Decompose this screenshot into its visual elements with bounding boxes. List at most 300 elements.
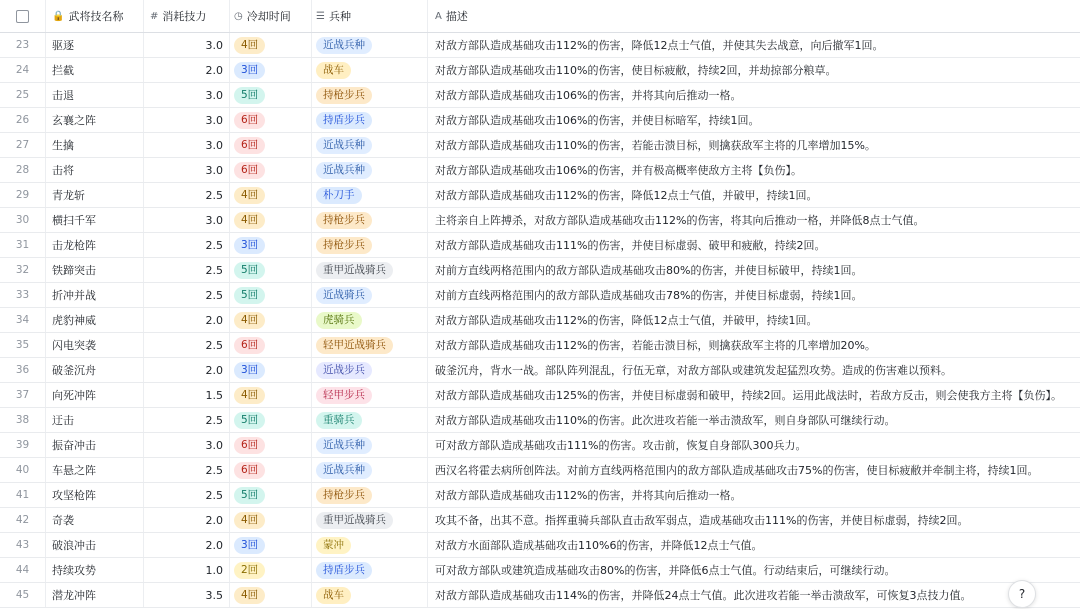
cost-cell[interactable] <box>144 558 230 582</box>
column-label-desc: 描述 <box>445 10 468 23</box>
cost-value: 3.0 <box>205 213 223 227</box>
cost-cell[interactable] <box>144 508 230 532</box>
troop-tag: 近战兵种 <box>316 162 372 179</box>
cooldown-tag: 6回 <box>234 337 265 354</box>
table-row[interactable] <box>0 433 1080 458</box>
row-number: 29 <box>15 189 30 201</box>
column-header-cost[interactable] <box>144 0 230 32</box>
row-number-cell[interactable] <box>0 233 46 257</box>
description-text: 攻其不备，出其不意。指挥重骑兵部队直击敌军弱点，造成基础攻击111%的伤害，并使目标虚弱，持续2回。 <box>435 514 969 527</box>
cost-value: 3.0 <box>205 38 223 52</box>
troop-cell[interactable] <box>312 458 428 482</box>
clock-icon: ◷ <box>234 10 243 22</box>
description-cell[interactable] <box>428 308 1080 332</box>
description-cell[interactable] <box>428 583 1080 607</box>
cooldown-cell[interactable] <box>230 583 312 607</box>
troop-cell[interactable] <box>312 158 428 182</box>
cost-value: 2.0 <box>205 538 223 552</box>
cost-cell[interactable] <box>144 58 230 82</box>
skill-name: 虎豹神威 <box>52 314 96 327</box>
cost-cell[interactable] <box>144 308 230 332</box>
troop-tag: 持盾步兵 <box>316 562 372 579</box>
cooldown-cell[interactable] <box>230 383 312 407</box>
description-cell[interactable] <box>428 333 1080 357</box>
help-icon: ? <box>1018 587 1026 601</box>
skill-name: 车悬之阵 <box>52 464 96 477</box>
row-number-cell[interactable] <box>0 158 46 182</box>
description-text: 对敌方部队造成基础攻击112%的伤害，降低12点士气值，并使其失去战意，向后撤军1回。 <box>435 39 884 52</box>
cost-value: 2.0 <box>205 313 223 327</box>
row-number: 30 <box>15 214 30 226</box>
cooldown-tag: 4回 <box>234 512 265 529</box>
row-number-cell[interactable] <box>0 33 46 57</box>
troop-tag: 近战兵种 <box>316 437 372 454</box>
troop-cell[interactable] <box>312 283 428 307</box>
lock-icon: 🔒 <box>52 10 65 22</box>
skill-name-cell[interactable] <box>46 183 144 207</box>
table-row[interactable] <box>0 408 1080 433</box>
cooldown-cell[interactable] <box>230 333 312 357</box>
row-number-cell[interactable] <box>0 208 46 232</box>
cooldown-tag: 6回 <box>234 462 265 479</box>
description-cell[interactable] <box>428 283 1080 307</box>
table-row[interactable] <box>0 333 1080 358</box>
troop-tag: 持枪步兵 <box>316 87 372 104</box>
row-number-cell[interactable] <box>0 458 46 482</box>
select-all-checkbox[interactable] <box>16 10 29 23</box>
description-text: 对敌方部队造成基础攻击114%的伤害，并降低24点士气值。此次进攻若能一举击溃敌军，可恢复3点技力值。 <box>435 589 972 602</box>
cooldown-cell[interactable] <box>230 183 312 207</box>
row-number-cell[interactable] <box>0 383 46 407</box>
cost-cell[interactable] <box>144 583 230 607</box>
cooldown-tag: 6回 <box>234 137 265 154</box>
description-text: 对敌方部队造成基础攻击106%的伤害，并使目标暗军，持续1回。 <box>435 114 760 127</box>
cost-cell[interactable] <box>144 183 230 207</box>
cooldown-tag: 6回 <box>234 112 265 129</box>
description-text: 破釜沉舟，背水一战。部队阵列混乱，行伍无章，对敌方部队或建筑发起猛烈攻势。造成的伤害难以预料。 <box>435 364 952 377</box>
description-text: 对敌方部队造成基础攻击125%的伤害，并使目标虚弱和破甲，持续2回。运用此战法时，若敌方反击，则会使我方主将【负伤】。 <box>435 389 1062 402</box>
troop-cell[interactable] <box>312 408 428 432</box>
row-number-cell[interactable] <box>0 108 46 132</box>
skill-name-cell[interactable] <box>46 358 144 382</box>
table-row[interactable] <box>0 108 1080 133</box>
skill-name: 铁蹄突击 <box>52 264 96 277</box>
description-text: 对敌方部队造成基础攻击112%的伤害，降低12点士气值，并破甲，持续1回。 <box>435 189 818 202</box>
cost-cell[interactable] <box>144 358 230 382</box>
skill-name-cell[interactable] <box>46 333 144 357</box>
description-text: 对敌方部队造成基础攻击112%的伤害，并将其向后推动一格。 <box>435 489 742 502</box>
row-number-cell[interactable] <box>0 83 46 107</box>
cooldown-tag: 5回 <box>234 412 265 429</box>
cooldown-cell[interactable] <box>230 133 312 157</box>
cooldown-cell[interactable] <box>230 308 312 332</box>
row-number-cell[interactable] <box>0 408 46 432</box>
table-row[interactable] <box>0 583 1080 608</box>
column-label-name: 武将技名称 <box>68 10 124 23</box>
row-number-cell[interactable] <box>0 183 46 207</box>
description-text: 可对敌方部队或建筑造成基础攻击80%的伤害，并降低6点士气值。行动结束后，可继续行动。 <box>435 564 896 577</box>
row-number-cell[interactable] <box>0 483 46 507</box>
troop-tag: 持枪步兵 <box>316 487 372 504</box>
cost-value: 2.5 <box>205 463 223 477</box>
cooldown-tag: 5回 <box>234 262 265 279</box>
row-number-cell[interactable] <box>0 533 46 557</box>
cost-cell[interactable] <box>144 283 230 307</box>
row-number-cell[interactable] <box>0 508 46 532</box>
cooldown-tag: 2回 <box>234 562 265 579</box>
cost-value: 3.0 <box>205 438 223 452</box>
cost-value: 3.0 <box>205 88 223 102</box>
table-header <box>0 0 1080 33</box>
description-cell[interactable] <box>428 83 1080 107</box>
skill-name-cell[interactable] <box>46 83 144 107</box>
skill-name: 破釜沉舟 <box>52 364 96 377</box>
cooldown-tag: 3回 <box>234 362 265 379</box>
troop-tag: 近战步兵 <box>316 362 372 379</box>
description-cell[interactable] <box>428 133 1080 157</box>
cost-cell[interactable] <box>144 133 230 157</box>
row-number: 23 <box>15 39 30 51</box>
table-row[interactable] <box>0 33 1080 58</box>
skill-name-cell[interactable] <box>46 108 144 132</box>
cooldown-cell[interactable] <box>230 158 312 182</box>
description-text: 对敌方部队造成基础攻击112%的伤害，若能击溃目标，则擒获敌军主将的几率增加20%。 <box>435 339 876 352</box>
cooldown-cell[interactable] <box>230 283 312 307</box>
troop-cell[interactable] <box>312 383 428 407</box>
row-number: 33 <box>15 289 30 301</box>
cost-cell[interactable] <box>144 333 230 357</box>
cooldown-cell[interactable] <box>230 208 312 232</box>
cooldown-cell[interactable] <box>230 233 312 257</box>
skill-name-cell[interactable] <box>46 408 144 432</box>
skill-name-cell[interactable] <box>46 258 144 282</box>
column-header-name[interactable] <box>46 0 144 32</box>
table-row[interactable] <box>0 58 1080 83</box>
description-cell[interactable] <box>428 233 1080 257</box>
table-row[interactable] <box>0 558 1080 583</box>
cost-value: 3.5 <box>205 588 223 602</box>
troop-tag: 近战骑兵 <box>316 287 372 304</box>
row-number-cell[interactable] <box>0 308 46 332</box>
column-label-troop: 兵种 <box>328 10 351 23</box>
cooldown-tag: 3回 <box>234 62 265 79</box>
cost-value: 2.5 <box>205 338 223 352</box>
cost-value: 2.5 <box>205 263 223 277</box>
description-cell[interactable] <box>428 358 1080 382</box>
description-text: 对敌方部队造成基础攻击106%的伤害，并将其向后推动一格。 <box>435 89 742 102</box>
cooldown-cell[interactable] <box>230 58 312 82</box>
cooldown-cell[interactable] <box>230 258 312 282</box>
skill-name-cell[interactable] <box>46 508 144 532</box>
cost-value: 3.0 <box>205 163 223 177</box>
cost-cell[interactable] <box>144 483 230 507</box>
skill-name: 潜龙冲阵 <box>52 589 96 602</box>
row-number: 25 <box>15 89 30 101</box>
troop-cell[interactable] <box>312 33 428 57</box>
table-row[interactable] <box>0 258 1080 283</box>
troop-tag: 重甲近战骑兵 <box>316 512 393 529</box>
cost-cell[interactable] <box>144 433 230 457</box>
description-cell[interactable] <box>428 433 1080 457</box>
row-number-cell[interactable] <box>0 58 46 82</box>
skill-name-cell[interactable] <box>46 383 144 407</box>
table-row[interactable] <box>0 183 1080 208</box>
cooldown-cell[interactable] <box>230 558 312 582</box>
row-number: 37 <box>15 389 30 401</box>
cooldown-cell[interactable] <box>230 83 312 107</box>
troop-cell[interactable] <box>312 133 428 157</box>
cooldown-tag: 5回 <box>234 87 265 104</box>
troop-cell[interactable] <box>312 183 428 207</box>
skill-name: 横扫千军 <box>52 214 96 227</box>
description-cell[interactable] <box>428 58 1080 82</box>
cooldown-cell[interactable] <box>230 433 312 457</box>
cooldown-tag: 3回 <box>234 537 265 554</box>
troop-cell[interactable] <box>312 208 428 232</box>
row-number: 44 <box>15 564 30 576</box>
troop-tag: 重骑兵 <box>316 412 362 429</box>
table-row[interactable] <box>0 158 1080 183</box>
skill-name: 向死冲阵 <box>52 389 96 402</box>
description-cell[interactable] <box>428 533 1080 557</box>
skill-name-cell[interactable] <box>46 283 144 307</box>
skill-name: 玄襄之阵 <box>52 114 96 127</box>
troop-tag: 战车 <box>316 62 351 79</box>
description-cell[interactable] <box>428 108 1080 132</box>
skill-name: 迂击 <box>52 414 74 427</box>
cost-cell[interactable] <box>144 233 230 257</box>
troop-cell[interactable] <box>312 433 428 457</box>
row-number: 32 <box>15 264 30 276</box>
cooldown-tag: 5回 <box>234 487 265 504</box>
table-row[interactable] <box>0 283 1080 308</box>
description-text: 对敌方部队造成基础攻击106%的伤害，并有极高概率使敌方主将【负伤】。 <box>435 164 802 177</box>
hash-icon: # <box>150 10 159 22</box>
troop-cell[interactable] <box>312 233 428 257</box>
description-text: 对敌方部队造成基础攻击110%的伤害，若能击溃目标，则擒获敌军主将的几率增加15%。 <box>435 139 876 152</box>
table-row[interactable] <box>0 483 1080 508</box>
cost-cell[interactable] <box>144 408 230 432</box>
description-cell[interactable] <box>428 208 1080 232</box>
description-text: 对敌方水面部队造成基础攻击110%6的伤害，并降低12点士气值。 <box>435 539 763 552</box>
cooldown-tag: 4回 <box>234 187 265 204</box>
row-number: 42 <box>15 514 30 526</box>
description-text: 对敌方部队造成基础攻击112%的伤害，降低12点士气值，并破甲，持续1回。 <box>435 314 818 327</box>
troop-tag: 近战兵种 <box>316 462 372 479</box>
cost-cell[interactable] <box>144 383 230 407</box>
description-cell[interactable] <box>428 508 1080 532</box>
troop-cell[interactable] <box>312 583 428 607</box>
skill-name: 击退 <box>52 89 74 102</box>
row-number: 38 <box>15 414 30 426</box>
cost-cell[interactable] <box>144 208 230 232</box>
table-row[interactable] <box>0 83 1080 108</box>
cost-value: 2.0 <box>205 63 223 77</box>
cost-cell[interactable] <box>144 258 230 282</box>
table-row[interactable] <box>0 358 1080 383</box>
skill-name-cell[interactable] <box>46 558 144 582</box>
cooldown-cell[interactable] <box>230 508 312 532</box>
cost-cell[interactable] <box>144 108 230 132</box>
description-cell[interactable] <box>428 458 1080 482</box>
description-text: 对敌方部队造成基础攻击111%的伤害，并使目标虚弱、破甲和疲敝，持续2回。 <box>435 239 826 252</box>
row-number-cell[interactable] <box>0 583 46 607</box>
row-number: 45 <box>15 589 30 601</box>
cooldown-cell[interactable] <box>230 533 312 557</box>
row-number: 27 <box>15 139 30 151</box>
troop-cell[interactable] <box>312 558 428 582</box>
description-cell[interactable] <box>428 33 1080 57</box>
troop-tag: 持盾步兵 <box>316 112 372 129</box>
skill-name: 攻坚枪阵 <box>52 489 96 502</box>
cooldown-cell[interactable] <box>230 358 312 382</box>
skill-name-cell[interactable] <box>46 308 144 332</box>
troop-cell[interactable] <box>312 83 428 107</box>
skill-name-cell[interactable] <box>46 58 144 82</box>
skill-name-cell[interactable] <box>46 133 144 157</box>
description-cell[interactable] <box>428 183 1080 207</box>
cost-value: 2.5 <box>205 188 223 202</box>
description-cell[interactable] <box>428 383 1080 407</box>
select-all-cell[interactable] <box>0 0 46 32</box>
troop-cell[interactable] <box>312 108 428 132</box>
cost-value: 2.0 <box>205 363 223 377</box>
skill-name-cell[interactable] <box>46 233 144 257</box>
troop-cell[interactable] <box>312 58 428 82</box>
skill-name: 振奋冲击 <box>52 439 96 452</box>
skill-name: 破浪冲击 <box>52 539 96 552</box>
description-text: 对前方直线两格范围内的敌方部队造成基础攻击80%的伤害，并使目标破甲，持续1回。 <box>435 264 863 277</box>
row-number-cell[interactable] <box>0 358 46 382</box>
row-number-cell[interactable] <box>0 433 46 457</box>
cost-cell[interactable] <box>144 33 230 57</box>
table-row[interactable] <box>0 133 1080 158</box>
column-header-troop[interactable] <box>312 0 428 32</box>
row-number-cell[interactable] <box>0 133 46 157</box>
skill-name-cell[interactable] <box>46 33 144 57</box>
skill-name: 折冲并战 <box>52 289 96 302</box>
cost-value: 3.0 <box>205 138 223 152</box>
row-number: 35 <box>15 339 30 351</box>
troop-tag: 虎骑兵 <box>316 312 362 329</box>
skill-name: 击将 <box>52 164 74 177</box>
cost-value: 3.0 <box>205 113 223 127</box>
table-row[interactable] <box>0 508 1080 533</box>
list-icon: ☰ <box>316 10 325 22</box>
troop-tag: 轻甲步兵 <box>316 387 372 404</box>
cooldown-tag: 6回 <box>234 162 265 179</box>
skill-name: 拦截 <box>52 64 74 77</box>
troop-tag: 蒙冲 <box>316 537 351 554</box>
column-header-desc[interactable] <box>428 0 1080 32</box>
row-number: 24 <box>15 64 30 76</box>
troop-tag: 近战兵种 <box>316 37 372 54</box>
table-row[interactable] <box>0 308 1080 333</box>
description-cell[interactable] <box>428 483 1080 507</box>
description-text: 对敌方部队造成基础攻击110%的伤害。此次进攻若能一举击溃敌军，则自身部队可继续行动。 <box>435 414 896 427</box>
row-number: 36 <box>15 364 30 376</box>
column-header-cooldown[interactable] <box>230 0 312 32</box>
cooldown-tag: 4回 <box>234 212 265 229</box>
cooldown-tag: 5回 <box>234 287 265 304</box>
skill-name-cell[interactable] <box>46 533 144 557</box>
skill-name-cell[interactable] <box>46 208 144 232</box>
table-row[interactable] <box>0 533 1080 558</box>
cooldown-tag: 4回 <box>234 587 265 604</box>
description-text: 主将亲自上阵搏杀，对敌方部队造成基础攻击112%的伤害，将其向后推动一格，并降低8点士气值。 <box>435 214 925 227</box>
cooldown-cell[interactable] <box>230 483 312 507</box>
row-number: 31 <box>15 239 30 251</box>
troop-cell[interactable] <box>312 333 428 357</box>
row-number: 43 <box>15 539 30 551</box>
row-number-cell[interactable] <box>0 333 46 357</box>
description-cell[interactable] <box>428 158 1080 182</box>
troop-cell[interactable] <box>312 483 428 507</box>
cost-cell[interactable] <box>144 533 230 557</box>
description-cell[interactable] <box>428 408 1080 432</box>
cooldown-cell[interactable] <box>230 33 312 57</box>
cooldown-tag: 4回 <box>234 37 265 54</box>
row-number-cell[interactable] <box>0 283 46 307</box>
row-number-cell[interactable] <box>0 558 46 582</box>
description-cell[interactable] <box>428 258 1080 282</box>
troop-cell[interactable] <box>312 258 428 282</box>
skill-name: 击龙枪阵 <box>52 239 96 252</box>
cooldown-cell[interactable] <box>230 108 312 132</box>
table-row[interactable] <box>0 383 1080 408</box>
cooldown-cell[interactable] <box>230 408 312 432</box>
row-number: 39 <box>15 439 30 451</box>
table-row[interactable] <box>0 208 1080 233</box>
column-label-cooldown: 冷却时间 <box>246 10 291 23</box>
description-text: 对敌方部队造成基础攻击110%的伤害，使目标疲敝，持续2回，并劫掠部分粮草。 <box>435 64 837 77</box>
help-button[interactable] <box>1008 580 1036 608</box>
cost-value: 2.5 <box>205 488 223 502</box>
skill-name: 驱逐 <box>52 39 74 52</box>
skill-name-cell[interactable] <box>46 433 144 457</box>
text-icon: A <box>435 10 442 22</box>
column-label-cost: 消耗技力 <box>162 10 207 23</box>
troop-cell[interactable] <box>312 533 428 557</box>
description-cell[interactable] <box>428 558 1080 582</box>
description-text: 西汉名将霍去病所创阵法。对前方直线两格范围内的敌方部队造成基础攻击75%的伤害，使目标疲敝并牵制主将，持续1回。 <box>435 464 1039 477</box>
cost-cell[interactable] <box>144 83 230 107</box>
row-number-cell[interactable] <box>0 258 46 282</box>
cost-value: 2.5 <box>205 413 223 427</box>
row-number: 28 <box>15 164 30 176</box>
cooldown-cell[interactable] <box>230 458 312 482</box>
skill-name-cell[interactable] <box>46 583 144 607</box>
row-number: 34 <box>15 314 30 326</box>
row-number: 41 <box>15 489 30 501</box>
table-row[interactable] <box>0 458 1080 483</box>
skill-name-cell[interactable] <box>46 483 144 507</box>
cost-cell[interactable] <box>144 158 230 182</box>
skill-name-cell[interactable] <box>46 458 144 482</box>
skill-name: 青龙斩 <box>52 189 85 202</box>
troop-cell[interactable] <box>312 308 428 332</box>
troop-tag: 持枪步兵 <box>316 237 372 254</box>
description-text: 可对敌方部队造成基础攻击111%的伤害。攻击前，恢复自身部队300兵力。 <box>435 439 807 452</box>
cost-value: 1.0 <box>205 563 223 577</box>
troop-cell[interactable] <box>312 358 428 382</box>
table-row[interactable] <box>0 233 1080 258</box>
troop-cell[interactable] <box>312 508 428 532</box>
skill-name-cell[interactable] <box>46 158 144 182</box>
troop-tag: 轻甲近战骑兵 <box>316 337 393 354</box>
cost-cell[interactable] <box>144 458 230 482</box>
cooldown-tag: 3回 <box>234 237 265 254</box>
